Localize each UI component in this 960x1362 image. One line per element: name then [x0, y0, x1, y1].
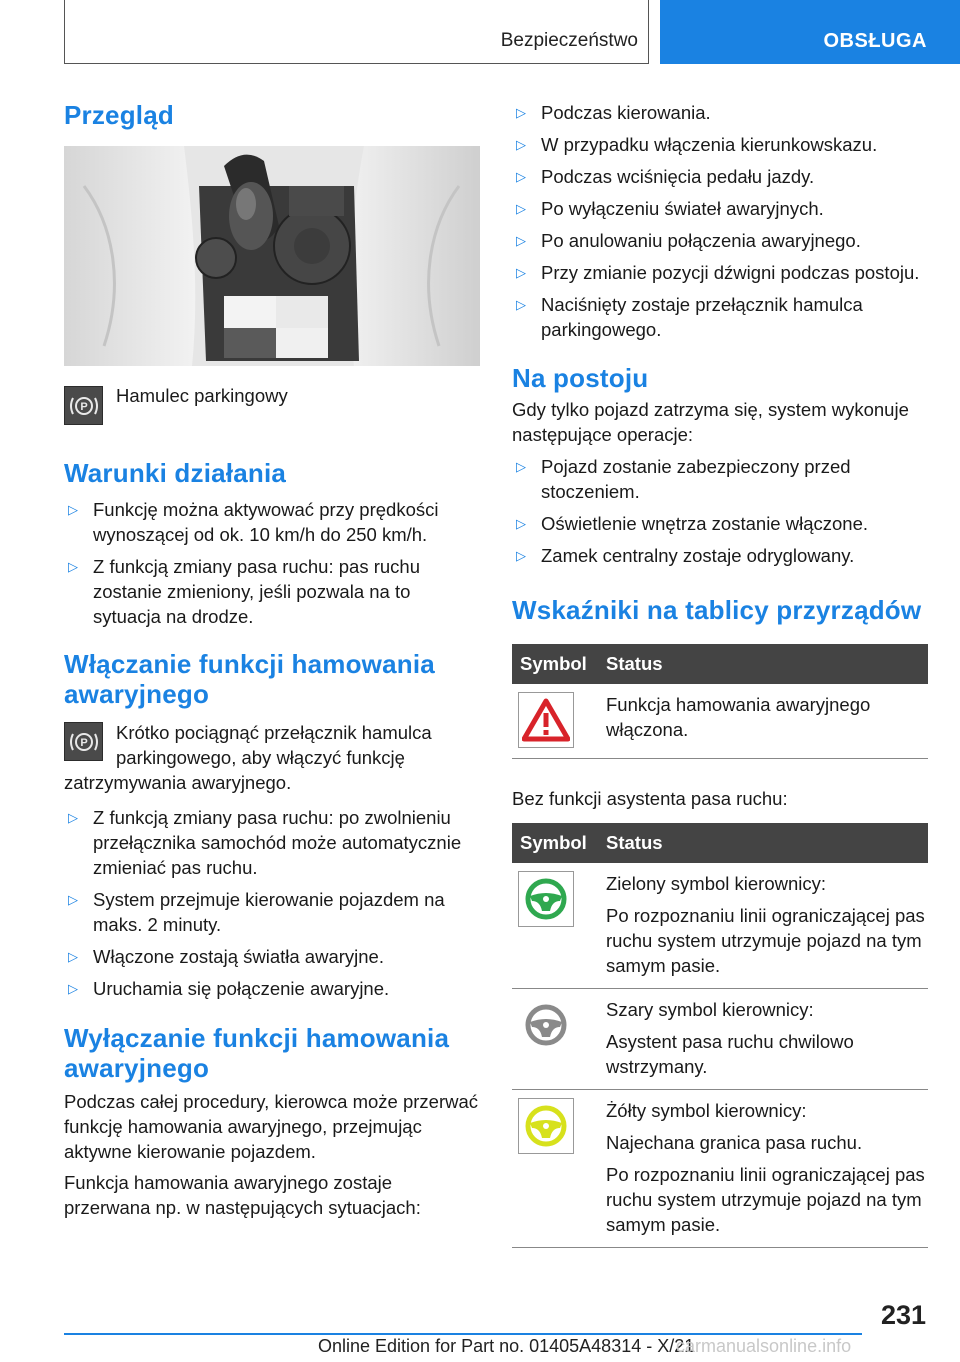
list-item: ▷ Podczas kierowania. [516, 102, 711, 123]
no-lane-assistant-label: Bez funkcji asystenta pasa ruchu: [512, 788, 788, 809]
list-item: ▷ Oświetlenie wnętrza zostanie włączone. [516, 513, 868, 534]
triangle-bullet-icon: ▷ [516, 169, 526, 184]
table-row [512, 684, 928, 759]
table-row [512, 989, 928, 1090]
warning-triangle-icon [518, 692, 574, 748]
list-item: ▷ Przy zmianie pozycji dźwigni podczas postoju. [516, 262, 920, 283]
activation-list [64, 805, 480, 1001]
svg-text:P: P [79, 400, 88, 413]
activation-intro [64, 720, 480, 795]
triangle-bullet-icon: ▷ [516, 201, 526, 216]
triangle-bullet-icon: ▷ [68, 559, 78, 574]
parking-brake-caption: Hamulec parkingowy [116, 385, 288, 406]
steering-wheel-gray-icon [518, 997, 574, 1053]
column-header-symbol: Symbol [512, 823, 606, 863]
triangle-bullet-icon: ▷ [68, 502, 78, 517]
indicator-table-2 [512, 823, 928, 1248]
table-header-row [512, 644, 928, 684]
triangle-bullet-icon: ▷ [516, 105, 526, 120]
list-item: ▷ W przypadku włączenia kierunkowskazu. [516, 134, 878, 155]
indicator-table-1 [512, 644, 928, 759]
header-chapter-label: OBSŁUGA [823, 29, 927, 52]
deactivation-text-1: Podczas całej procedury, kierowca może przerwać funkcję hamowania awaryjnego, przejmując aktywne kierowanie pojazdem. [64, 1091, 479, 1162]
right-column [512, 100, 928, 1248]
triangle-bullet-icon: ▷ [516, 137, 526, 152]
standstill-intro: Gdy tylko pojazd zatrzyma się, system wykonuje następujące operacje: [512, 399, 909, 445]
column-header-symbol: Symbol [512, 644, 606, 684]
status-cell: Żółty symbol kierownicy: Najechana granica pasa ruchu. Po rozpoznaniu linii ograniczającej pas ruchu system utrzymuje pojazd na tym samym pasie. [606, 1090, 928, 1248]
deactivation-text-2: Funkcja hamowania awaryjnego zostaje przerwana np. w następujących sytuacjach: [64, 1172, 421, 1218]
header-chapter-tab[interactable] [660, 0, 960, 64]
standstill-list [512, 454, 928, 568]
page-number: 231 [880, 1300, 926, 1330]
triangle-bullet-icon: ▷ [68, 810, 78, 825]
triangle-bullet-icon: ▷ [516, 297, 526, 312]
list-item: ▷ Po wyłączeniu świateł awaryjnych. [516, 198, 824, 219]
svg-text:P: P [79, 736, 88, 749]
list-item: ▷ Podczas wciśnięcia pedału jazdy. [516, 166, 815, 187]
table-row [512, 1090, 928, 1248]
footer-watermark: carmanualsonline.info [676, 1336, 852, 1356]
activation-intro-text: Krótko pociągnąć przełącznik hamulca parkingowego, aby włączyć funkcję zatrzymywania awaryjnego. [64, 722, 432, 793]
symbol-cell [512, 989, 606, 1090]
interrupt-list [512, 100, 928, 342]
status-cell: Szary symbol kierownicy: Asystent pasa ruchu chwilowo wstrzymany. [606, 989, 928, 1090]
overview-heading: Przegląd [64, 100, 174, 130]
symbol-cell [512, 863, 606, 989]
center-console-photo [64, 146, 480, 366]
list-item: ▷ Włączone zostają światła awaryjne. [68, 946, 384, 967]
column-header-status: Status [606, 644, 928, 684]
activation-heading: Włączanie funkcji hamowania awaryjnego [64, 649, 435, 709]
column-header-status: Status [606, 823, 928, 863]
footer-rule [64, 1333, 862, 1335]
list-item: ▷ Z funkcją zmiany pasa ruchu: po zwolnieniu przełącznika samochód może automatycznie zmieniać pas ruchu. [68, 807, 462, 878]
triangle-bullet-icon: ▷ [516, 548, 526, 563]
list-item: ▷ Zamek centralny zostaje odryglowany. [516, 545, 855, 566]
triangle-bullet-icon: ▷ [68, 981, 78, 996]
triangle-bullet-icon: ▷ [516, 516, 526, 531]
symbol-cell [512, 1090, 606, 1248]
table-row [512, 863, 928, 989]
triangle-bullet-icon: ▷ [68, 892, 78, 907]
list-item: ▷ Naciśnięty zostaje przełącznik hamulca parkingowego. [516, 294, 863, 340]
triangle-bullet-icon: ▷ [516, 265, 526, 280]
list-item: ▷ Funkcję można aktywować przy prędkości wynoszącej od ok. 10 km/h do 250 km/h. [68, 499, 439, 545]
steering-wheel-yellow-icon [518, 1098, 574, 1154]
list-item: ▷ Z funkcją zmiany pasa ruchu: pas ruchu zostanie zmieniony, jeśli pozwala na to sytuacja na drodze. [68, 556, 420, 627]
status-cell: Zielony symbol kierownicy: Po rozpoznaniu linii ograniczającej pas ruchu system utrzymuje pojazd na tym samym pasie. [606, 863, 928, 989]
parking-brake-row [64, 386, 480, 425]
triangle-bullet-icon: ▷ [516, 233, 526, 248]
list-item: ▷ System przejmuje kierowanie pojazdem na maks. 2 minuty. [68, 889, 445, 935]
center-console-illustration [64, 146, 480, 366]
list-item: ▷ Pojazd zostanie zabezpieczony przed stoczeniem. [516, 456, 851, 502]
left-column [64, 100, 480, 1220]
list-item: ▷ Uruchamia się połączenie awaryjne. [68, 978, 390, 999]
triangle-bullet-icon: ▷ [68, 949, 78, 964]
deactivation-heading: Wyłączanie funkcji hamowania awaryjnego [64, 1023, 450, 1083]
conditions-heading: Warunki działania [64, 458, 287, 488]
standstill-heading: Na postoju [512, 363, 649, 393]
list-item: ▷ Po anulowaniu połączenia awaryjnego. [516, 230, 861, 251]
steering-wheel-green-icon [518, 871, 574, 927]
header-section-title: Bezpieczeństwo [500, 30, 638, 51]
symbol-cell [512, 684, 606, 759]
triangle-bullet-icon: ▷ [516, 459, 526, 474]
conditions-list [64, 497, 480, 629]
parking-brake-icon [64, 386, 103, 425]
indicators-heading: Wskaźniki na tablicy przyrządów [512, 595, 922, 625]
status-cell: Funkcja hamowania awaryjnego włączona. [606, 684, 928, 759]
footer-edition: Online Edition for Part no. 01405A48314 - X/21 [318, 1336, 695, 1356]
parking-brake-icon [64, 722, 103, 761]
table-header-row [512, 823, 928, 863]
